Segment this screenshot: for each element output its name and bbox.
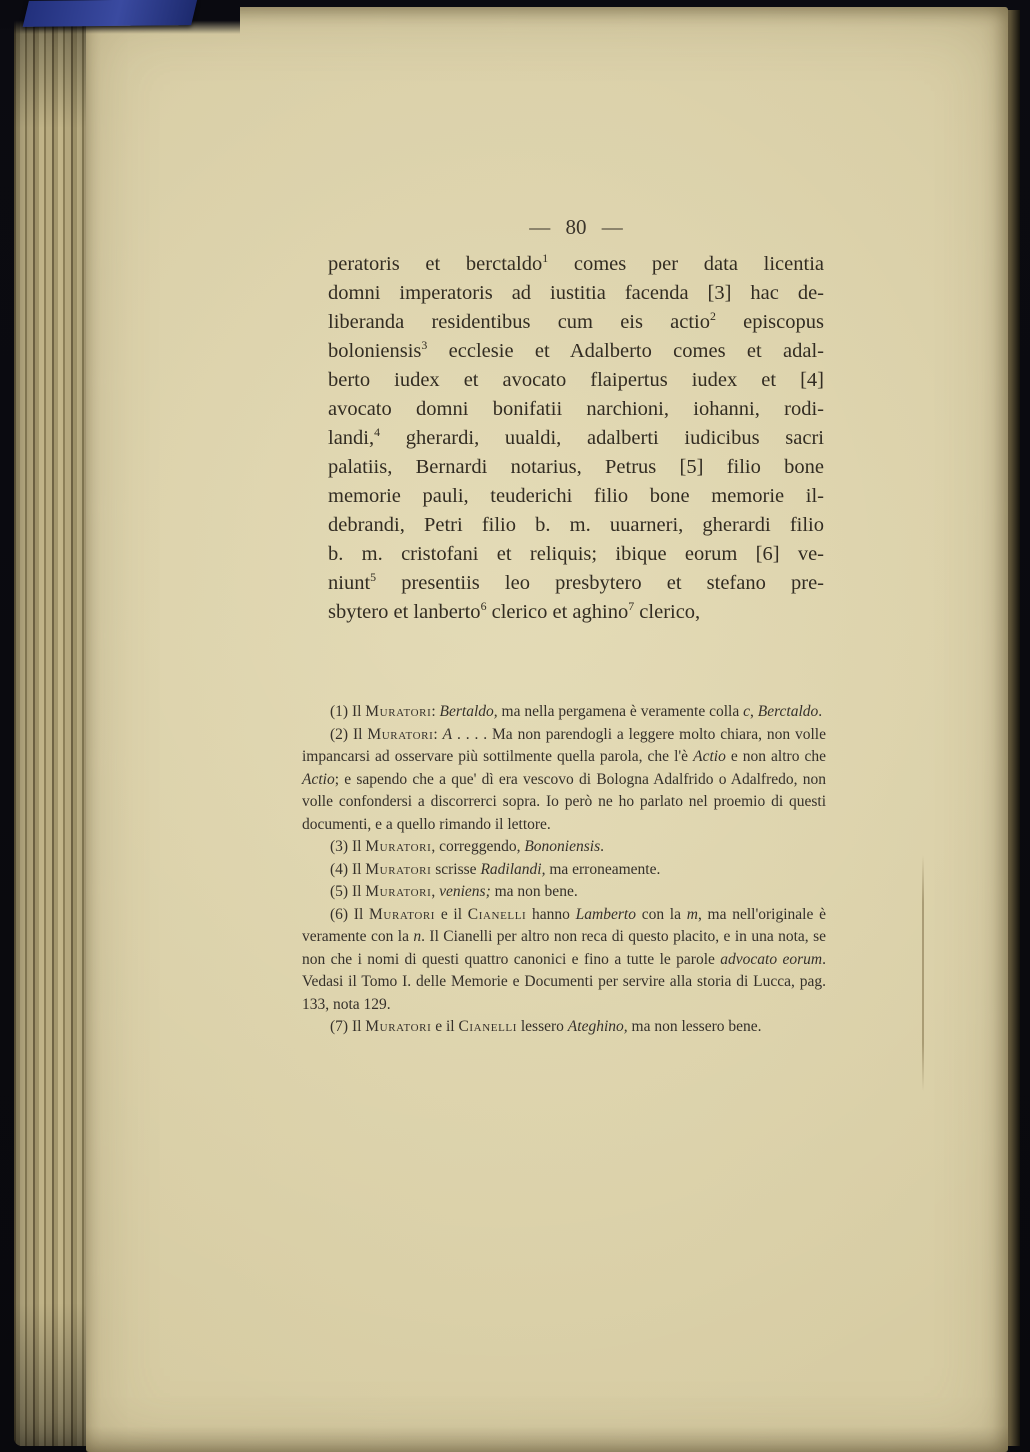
body-line: avocato domni bonifatii narchioni, iohanni, rodi-: [328, 398, 824, 420]
page-bottom-shade: [86, 1426, 1008, 1452]
body-line: debrandi, Petri filio b. m. uuarneri, gherardi filio: [328, 514, 824, 536]
footnote: (6) Il Muratori e il Cianelli hanno Lamberto con la m, ma nell'originale è veramente con la n. Il Cianelli per altro non reca di questo placito, e in una nota, se non che i nomi di questi quattro canonici e fino a tutte le parole advocato eorum. Vedasi il Tomo I. delle Memorie e Documenti per servire alla storia di Lucca, pag. 133, nota 129.: [302, 905, 827, 1013]
body-text: [328, 250, 824, 627]
body-line: palatiis, Bernardi notarius, Petrus [5] filio bone: [328, 456, 824, 478]
footnote: (3) Il Muratori, correggendo, Bononiensis.: [330, 838, 604, 855]
body-line: boloniensis$^3$ ecclesie et Adalberto comes et adal-: [328, 338, 824, 362]
body-line: domni imperatoris ad iustitia facenda [3] hac de-: [328, 282, 824, 304]
footnote: (4) Il Muratori scrisse Radilandi, ma erroneamente.: [330, 860, 661, 878]
page-stack-edges: [14, 14, 94, 1446]
body-line: liberanda residentibus cum eis actio$^2$ episcopus: [328, 309, 824, 333]
footnote: (2) Il Muratori: A . . . . Ma non parendogli a leggere molto chiara, non volle impancarsi ad osservare più sottilmente quella parola, che l'è Actio e non altro che Actio; e sapendo che a que' dì era vescovo di Bologna Adalfrido o Adalfredo, non volle confondersi a discorrerci sopra. Io però ne ho parlato nel proemio di questi documenti, e a quello rimando il lettore.: [302, 725, 827, 833]
page-number: — 80 —: [529, 215, 623, 239]
footnotes: [302, 701, 826, 1039]
book-page: [86, 7, 1008, 1452]
footnote: (5) Il Muratori, veniens; ma non bene.: [330, 883, 578, 900]
body-line: sbytero et lanberto$^6$ clerico et aghino$^7$ clerico,: [328, 599, 701, 623]
body-line: b. m. cristofani et reliquis; ibique eorum [6] ve-: [328, 543, 824, 565]
footnote: (1) Il Muratori: Bertaldo, ma nella pergamena è veramente colla c, Berctaldo.: [330, 703, 823, 720]
body-line: landi,$^4$ gherardi, uualdi, adalberti iudicibus sacri: [328, 425, 824, 449]
footnote: (7) Il Muratori e il Cianelli lessero Ateghino, ma non lessero bene.: [330, 1018, 762, 1035]
body-line: berto iudex et avocato flaipertus iudex et [4]: [328, 369, 824, 391]
body-line: niunt$^5$ presentiis leo presbytero et stefano pre-: [328, 570, 824, 594]
book-cover-edge: [23, 0, 198, 27]
body-line: peratoris et berctaldo$^1$ comes per data licentia: [328, 251, 824, 275]
body-line: memorie pauli, teuderichi filio bone memorie il-: [328, 485, 824, 507]
binding-thread-mark: [922, 855, 924, 1091]
